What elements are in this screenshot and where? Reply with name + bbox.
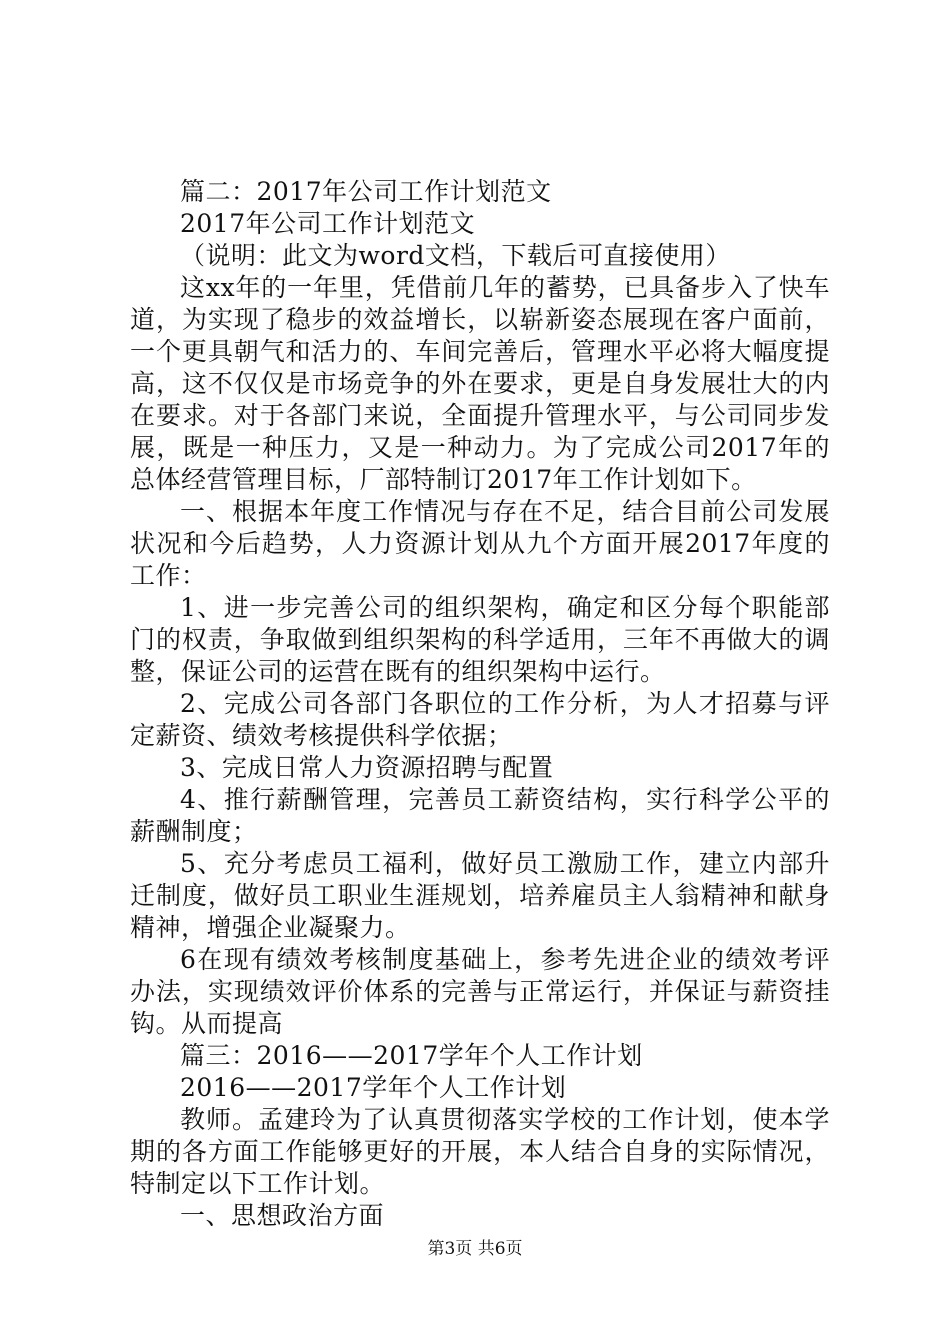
paragraph-section-3-heading: 篇三：2016——2017学年个人工作计划 bbox=[180, 1041, 643, 1070]
paragraph-list-1: 1、进一步完善公司的组织架构，确定和区分每个职能部门的权责，争取做到组织架构的科学适用，三年不再做大的调整，保证公司的运营在既有的组织架构中运行。 bbox=[130, 593, 830, 686]
paragraph-section-2-heading: 篇二：2017年公司工作计划范文 bbox=[180, 177, 552, 206]
paragraph-list-3: 3、完成日常人力资源招聘与配置 bbox=[180, 753, 554, 782]
paragraph-teacher-intro: 教师。孟建玲为了认真贯彻落实学校的工作计划，使本学期的各方面工作能够更好的开展，本人结合自身的实际情况，特制定以下工作计划。 bbox=[130, 1105, 830, 1198]
paragraph-intro: 这xx年的一年里，凭借前几年的蓄势，已具备步入了快车道，为实现了稳步的效益增长，以崭新姿态展现在客户面前，一个更具朝气和活力的、车间完善后，管理水平必将大幅度提高，这不仅仅是市场竞争的外在要求，更是自身发展壮大的内在要求。对于各部门来说，全面提升管理水平，与公司同步发展，既是一种压力，又是一种动力。为了完成公司2017年的总体经营管理目标，厂部特制订2017年工作计划如下。 bbox=[130, 273, 830, 494]
paragraph-list-5: 5、充分考虑员工福利，做好员工激励工作，建立内部升迁制度，做好员工职业生涯规划，培养雇员主人翁精神和献身精神，增强企业凝聚力。 bbox=[130, 849, 830, 942]
paragraph-section-3-title: 2016——2017学年个人工作计划 bbox=[180, 1073, 567, 1102]
paragraph-list-2: 2、完成公司各部门各职位的工作分析，为人才招募与评定薪资、绩效考核提供科学依据； bbox=[130, 689, 830, 750]
paragraph-section-2-title: 2017年公司工作计划范文 bbox=[180, 209, 476, 238]
paragraph-item-1-heading: 一、根据本年度工作情况与存在不足，结合目前公司发展状况和今后趋势，人力资源计划从九个方面开展2017年度的工作： bbox=[130, 497, 830, 590]
page-number-footer: 第3页 共6页 bbox=[427, 1239, 523, 1259]
paragraph-subheading-politics: 一、思想政治方面 bbox=[180, 1201, 385, 1230]
document-body bbox=[130, 176, 830, 1232]
paragraph-list-4: 4、推行薪酬管理，完善员工薪资结构，实行科学公平的薪酬制度； bbox=[130, 785, 830, 846]
paragraph-note: （说明：此文为word文档，下载后可直接使用） bbox=[180, 241, 731, 270]
paragraph-list-6: 6在现有绩效考核制度基础上，参考先进企业的绩效考评办法，实现绩效评价体系的完善与正常运行，并保证与薪资挂钩。从而提高 bbox=[130, 945, 830, 1038]
